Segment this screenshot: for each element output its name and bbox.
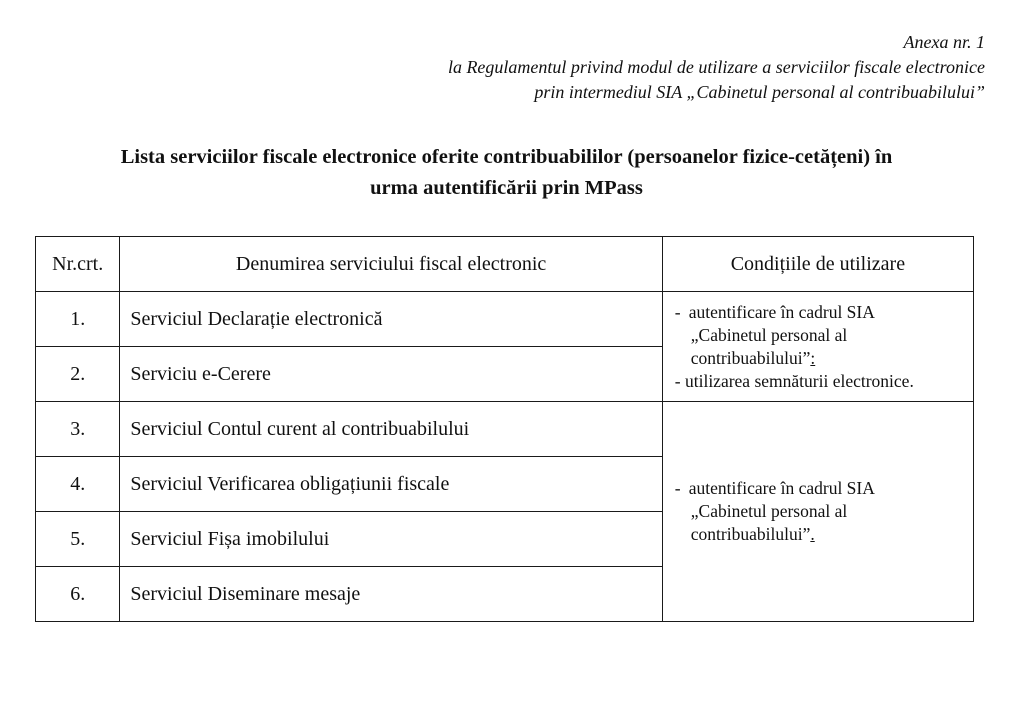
table-row xyxy=(36,292,974,347)
conditions-cell-group-2 xyxy=(662,402,973,622)
header-service-name: Denumirea serviciului fiscal electronic xyxy=(120,237,662,292)
service-name: Serviciu e-Cerere xyxy=(120,347,662,402)
annex-system-line: prin intermediul SIA „Cabinetul personal al contribuabilului” xyxy=(534,82,985,102)
row-number: 4. xyxy=(36,457,120,512)
table-row xyxy=(36,402,974,457)
condition-authentication: - autentificare în cadrul SIA „Cabinetul personal al contribuabilului”: xyxy=(674,301,875,368)
service-name: Serviciul Fișa imobilului xyxy=(120,512,662,567)
annex-number: Anexa nr. 1 xyxy=(903,32,985,52)
document-title-line-1: Lista serviciilor fiscale electronice oferite contribuabililor (persoanelor fizice-cetățeni) în xyxy=(120,146,893,168)
header-conditions: Condițiile de utilizare xyxy=(662,237,973,292)
conditions-cell-group-1 xyxy=(662,292,973,402)
condition-electronic-signature: - utilizarea semnăturii electronice. xyxy=(674,370,914,391)
annex-regulation-line: la Regulamentul privind modul de utilizare a serviciilor fiscale electronice xyxy=(447,57,985,77)
service-name: Serviciul Diseminare mesaje xyxy=(120,567,662,622)
document-title-line-2: urma autentificării prin MPass xyxy=(370,177,643,199)
row-number: 2. xyxy=(36,347,120,402)
row-number: 6. xyxy=(36,567,120,622)
condition-authentication: - autentificare în cadrul SIA „Cabinetul personal al contribuabilului”. xyxy=(674,478,875,544)
row-number: 3. xyxy=(36,402,120,457)
service-name: Serviciul Verificarea obligațiunii fiscale xyxy=(120,457,662,512)
row-number: 1. xyxy=(36,292,120,347)
header-nr: Nr.crt. xyxy=(36,237,120,292)
service-name: Serviciul Declarație electronică xyxy=(120,292,662,347)
document-title xyxy=(0,142,1013,204)
service-name: Serviciul Contul curent al contribuabilului xyxy=(120,402,662,457)
annex-reference xyxy=(448,30,985,105)
services-table xyxy=(35,236,974,622)
row-number: 5. xyxy=(36,512,120,567)
table-header-row xyxy=(36,237,974,292)
